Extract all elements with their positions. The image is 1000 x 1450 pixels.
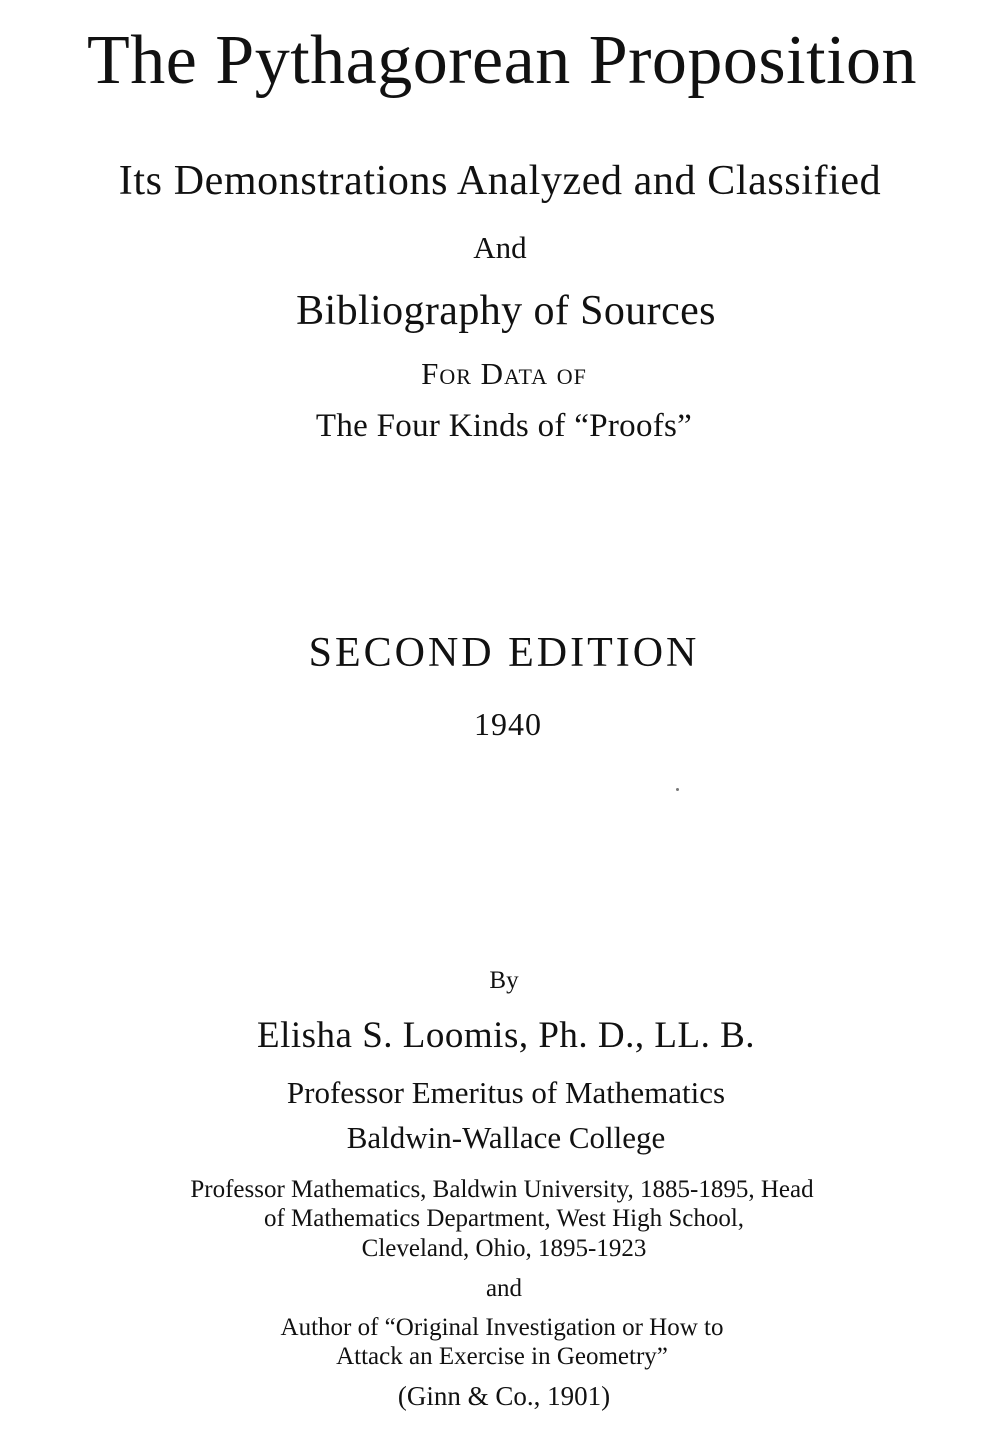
credential-line: Cleveland, Ohio, 1895-1923 <box>361 1235 647 1262</box>
bibliography-heading: Bibliography of Sources <box>296 288 716 334</box>
print-speck <box>676 788 679 791</box>
credential-line: of Mathematics Department, West High School, <box>263 1205 745 1232</box>
for-data-line: For Data of <box>421 356 587 391</box>
four-kinds-line: The Four Kinds of “Proofs” <box>315 408 693 444</box>
book-subtitle: Its Demonstrations Analyzed and Classified <box>118 158 882 204</box>
author-position: Professor Emeritus of Mathematics <box>286 1075 726 1110</box>
credential-line: Author of “Original Investigation or How to <box>280 1314 724 1341</box>
conjunction-and: And <box>473 230 527 265</box>
credential-line: and <box>485 1275 523 1302</box>
credential-line: Attack an Exercise in Geometry” <box>336 1343 668 1370</box>
publisher-note: (Ginn & Co., 1901) <box>397 1381 611 1411</box>
author-name: Elisha S. Loomis, Ph. D., LL. B. <box>256 1015 756 1056</box>
by-line: By <box>489 967 519 994</box>
publication-year: 1940 <box>474 706 542 742</box>
book-title: The Pythagorean Proposition <box>86 22 918 99</box>
author-college: Baldwin-Wallace College <box>346 1120 666 1155</box>
credential-line: Professor Mathematics, Baldwin University, 1885-1895, Head <box>190 1176 814 1203</box>
edition-heading: SECOND EDITION <box>308 630 700 676</box>
